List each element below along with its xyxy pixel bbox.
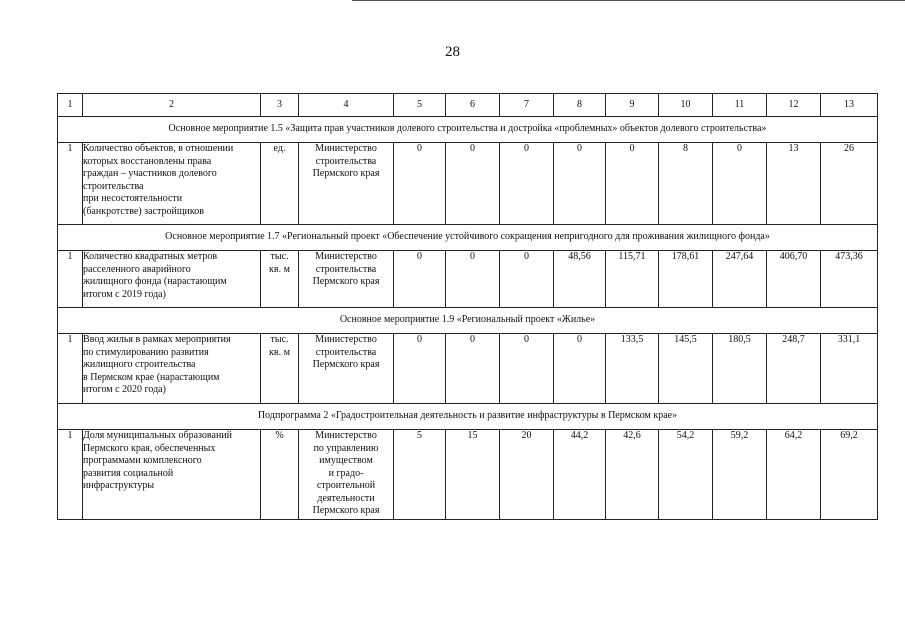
indicator-value: 0 [554,334,606,404]
indicator-value: 145,5 [659,334,713,404]
indicator-value: 180,5 [713,334,767,404]
indicator-value: 15 [446,430,500,520]
column-number: 5 [394,94,446,117]
indicator-value: 0 [500,251,554,308]
section-title: Основное мероприятие 1.7 «Региональный проект «Обеспечение устойчивого сокращения непригодного для проживания жилищного фонда» [58,225,878,251]
column-number: 6 [446,94,500,117]
indicator-value: 69,2 [821,430,878,520]
indicator-value: 331,1 [821,334,878,404]
indicator-value: 48,56 [554,251,606,308]
indicator-value: 0 [500,334,554,404]
row-number: 1 [58,430,83,520]
indicator-row [58,143,878,225]
responsible-organization: Министерство строительства Пермского края [299,143,394,225]
section-title: Основное мероприятие 1.9 «Региональный проект «Жилье» [58,308,878,334]
indicator-name: Количество объектов, в отношении которых восстановлены права граждан – участников долевого строительства при несостоятельности (банкротстве) застройщиков [83,143,261,225]
section-title: Подпрограмма 2 «Градостроительная деятельность и развитие инфраструктуры в Пермском крае» [58,404,878,430]
indicator-value: 133,5 [606,334,659,404]
column-number: 8 [554,94,606,117]
column-number-row [58,94,878,117]
responsible-organization: Министерство по управлению имуществом и градо- строительной деятельности Пермского края [299,430,394,520]
indicator-unit: тыс. кв. м [261,251,299,308]
indicator-value: 42,6 [606,430,659,520]
indicator-value: 59,2 [713,430,767,520]
indicator-row [58,430,878,520]
indicator-value: 0 [394,251,446,308]
column-number: 10 [659,94,713,117]
top-rule [352,0,905,1]
indicator-value: 115,71 [606,251,659,308]
responsible-organization: Министерство строительства Пермского края [299,334,394,404]
indicator-unit: тыс. кв. м [261,334,299,404]
indicator-value: 0 [500,143,554,225]
indicator-value: 0 [394,334,446,404]
indicator-value: 0 [446,334,500,404]
column-number: 3 [261,94,299,117]
indicator-value: 473,36 [821,251,878,308]
indicator-name: Доля муниципальных образований Пермского края, обеспеченных программами комплексного развития социальной инфраструктуры [83,430,261,520]
row-number: 1 [58,251,83,308]
indicator-value: 54,2 [659,430,713,520]
indicator-value: 44,2 [554,430,606,520]
indicator-name: Количество квадратных метров расселенного аварийного жилищного фонда (нарастающим итогом с 2019 года) [83,251,261,308]
indicator-value: 0 [554,143,606,225]
indicator-value: 248,7 [767,334,821,404]
indicator-value: 406,70 [767,251,821,308]
indicator-row [58,334,878,404]
column-number: 7 [500,94,554,117]
indicator-value: 0 [606,143,659,225]
indicator-value: 178,61 [659,251,713,308]
column-number: 12 [767,94,821,117]
indicator-name: Ввод жилья в рамках мероприятия по стимулированию развития жилищного строительства в Пермском крае (нарастающим итогом с 2020 года) [83,334,261,404]
indicator-value: 0 [394,143,446,225]
column-number: 9 [606,94,659,117]
indicator-value: 64,2 [767,430,821,520]
column-number: 11 [713,94,767,117]
indicator-value: 0 [713,143,767,225]
page-number: 28 [445,44,460,60]
section-header-row [58,117,878,143]
indicator-value: 8 [659,143,713,225]
indicator-value: 13 [767,143,821,225]
indicator-value: 26 [821,143,878,225]
row-number: 1 [58,143,83,225]
indicator-value: 0 [446,251,500,308]
indicators-table [57,93,878,520]
indicator-unit: % [261,430,299,520]
column-number: 2 [83,94,261,117]
column-number: 4 [299,94,394,117]
section-header-row [58,404,878,430]
section-header-row [58,225,878,251]
responsible-organization: Министерство строительства Пермского края [299,251,394,308]
row-number: 1 [58,334,83,404]
indicator-value: 20 [500,430,554,520]
section-header-row [58,308,878,334]
column-number: 1 [58,94,83,117]
indicator-unit: ед. [261,143,299,225]
section-title: Основное мероприятие 1.5 «Защита прав участников долевого строительства и достройка «проблемных» объектов долевого строительства» [58,117,878,143]
indicator-row [58,251,878,308]
column-number: 13 [821,94,878,117]
indicator-value: 0 [446,143,500,225]
indicator-value: 247,64 [713,251,767,308]
indicator-value: 5 [394,430,446,520]
